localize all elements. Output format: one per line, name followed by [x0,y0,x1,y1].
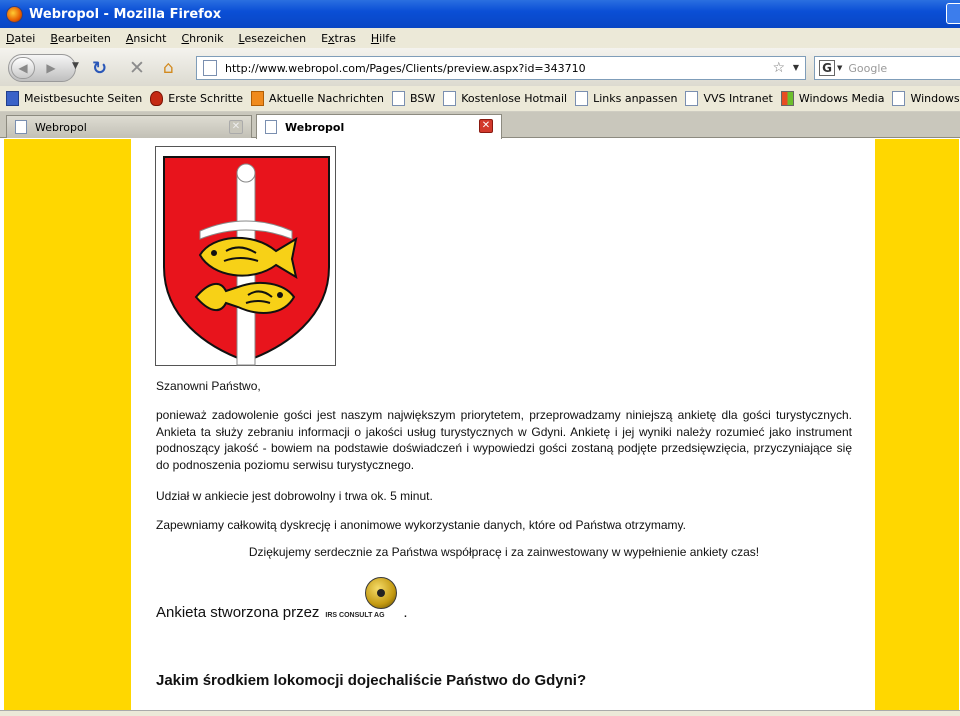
bookmark-page-icon [443,91,456,106]
search-engine-icon[interactable]: G [819,60,835,76]
bookmark-win-icon [781,91,794,106]
bookmark-label: Meistbesuchte Seiten [24,92,143,105]
status-bar [0,710,960,716]
url-bar[interactable] [196,56,806,80]
bookmarks-toolbar [0,86,960,112]
created-by-text: Ankieta stworzona przez [156,604,320,621]
url-text[interactable]: http://www.webropol.com/Pages/Clients/preview.aspx?id=343710 [225,61,586,75]
gdynia-coat-of-arms [155,146,336,366]
menu-ansicht[interactable]: Ansicht [125,31,167,45]
logo-text: IRS CONSULT AG [325,612,385,619]
bookmark-links-anpassen[interactable] [575,91,677,106]
logo-disc-icon [365,577,397,609]
bookmark-aktuelle-nachrichten[interactable] [251,91,384,106]
bookmark-label: Kostenlose Hotmail [461,92,568,105]
bookmark-kostenlose-hotmail[interactable] [443,91,567,106]
bookmark-rss-icon [251,91,264,106]
created-by-line [156,585,408,621]
forward-button[interactable]: ▶ [46,61,56,75]
thanks-text: Dziękujemy serdecznie za Państwa współpracę i za zainwestowany w wypełnienie ankiety czas! [248,545,760,559]
navigation-toolbar [0,48,960,86]
bookmark-star-icon[interactable]: ☆ [772,60,785,76]
search-engine-dropdown-icon[interactable]: ▼ [837,64,843,72]
title-bar [0,0,960,28]
bookmark-vvs-intranet[interactable] [685,91,772,106]
close-tab-icon[interactable]: ✕ [229,120,243,134]
greeting-text: Szanowni Państwo, [156,379,261,393]
bookmark-blue-icon [6,91,19,106]
history-dropdown-icon[interactable]: ▼ [72,61,79,71]
irs-consult-logo [325,585,403,621]
page-icon [203,60,217,76]
bookmark-label: BSW [410,92,436,105]
bookmark-meistbesuchte-seiten[interactable] [6,91,142,106]
bookmark-label: VVS Intranet [703,92,773,105]
bookmark-page-icon [685,91,698,106]
bookmark-erste-schritte[interactable] [150,91,243,106]
bookmark-label: Windows Media [798,92,885,105]
back-forward-group [8,54,76,82]
menu-datei[interactable]: Datei [6,31,36,45]
back-button[interactable]: ◀ [11,57,35,79]
stop-button[interactable]: ✕ [129,57,145,79]
intro-paragraph: ponieważ zadowolenie gości jest naszym największym priorytetem, przeprowadzamy niniejszą ankietę dla gości turystycznych. Ankieta ta służy zebraniu informacji o jakości usług turystycznych w Gdyni. Ankietę i jej wyniki należy rozumieć jako instrument podnoszący jakość - bowiem na podstawie doświadczeń i wypowiedzi gości zostaną podjęte przedsięwzięcia, przyczyniające się do podnoszenia poziomu serwisu turystycznego. [156,408,852,472]
bookmark-label: Links anpassen [593,92,678,105]
menu-chronik[interactable]: Chronik [181,31,224,45]
menu-bearbeiten[interactable]: Bearbeiten [50,31,111,45]
bookmark-page-icon [892,91,905,106]
close-tab-icon[interactable]: ✕ [479,119,493,133]
survey-page [131,139,875,710]
question-heading: Jakim środkiem lokomocji dojechaliście Państwo do Gdyni? [156,672,587,689]
maximize-button[interactable] [946,3,960,24]
bookmark-label: Erste Schritte [168,92,244,105]
bookmark-label: Aktuelle Nachrichten [269,92,385,105]
bookmark-label: Windows [910,92,960,105]
bookmark-bsw[interactable] [392,91,435,106]
voluntary-text: Udział w ankiecie jest dobrowolny i trwa ok. 5 minut. [156,489,433,503]
created-by-suffix: . [403,604,408,621]
menu-extras[interactable]: Extras [321,31,356,45]
bookmark-page-icon [575,91,588,106]
page-viewport [4,139,959,710]
bookmark-windows[interactable] [892,91,959,106]
url-dropdown-icon[interactable]: ▼ [792,63,799,72]
bookmark-windows-media[interactable] [781,91,885,106]
home-button[interactable]: ⌂ [163,58,174,78]
menu-hilfe[interactable]: Hilfe [370,31,396,45]
search-input[interactable]: Google [848,61,888,75]
privacy-text: Zapewniamy całkowitą dyskrecję i anonimowe wykorzystanie danych, które od Państwa otrzymamy. [156,518,686,532]
menu-bar [0,28,960,48]
window-title: Webropol - Mozilla Firefox [29,6,222,22]
tab-label: Webropol [285,120,345,134]
reload-button[interactable]: ↻ [92,58,108,79]
page-icon [265,120,277,134]
tab-webropol-2[interactable] [256,114,502,139]
tab-label: Webropol [35,120,87,134]
tab-strip [0,112,960,138]
bookmark-red-icon [150,91,163,106]
tab-webropol-1[interactable] [6,115,252,138]
bookmark-page-icon [392,91,405,106]
search-bar[interactable] [814,56,960,80]
menu-lesezeichen[interactable]: Lesezeichen [238,31,307,45]
page-icon [15,120,27,134]
firefox-icon [6,6,23,23]
